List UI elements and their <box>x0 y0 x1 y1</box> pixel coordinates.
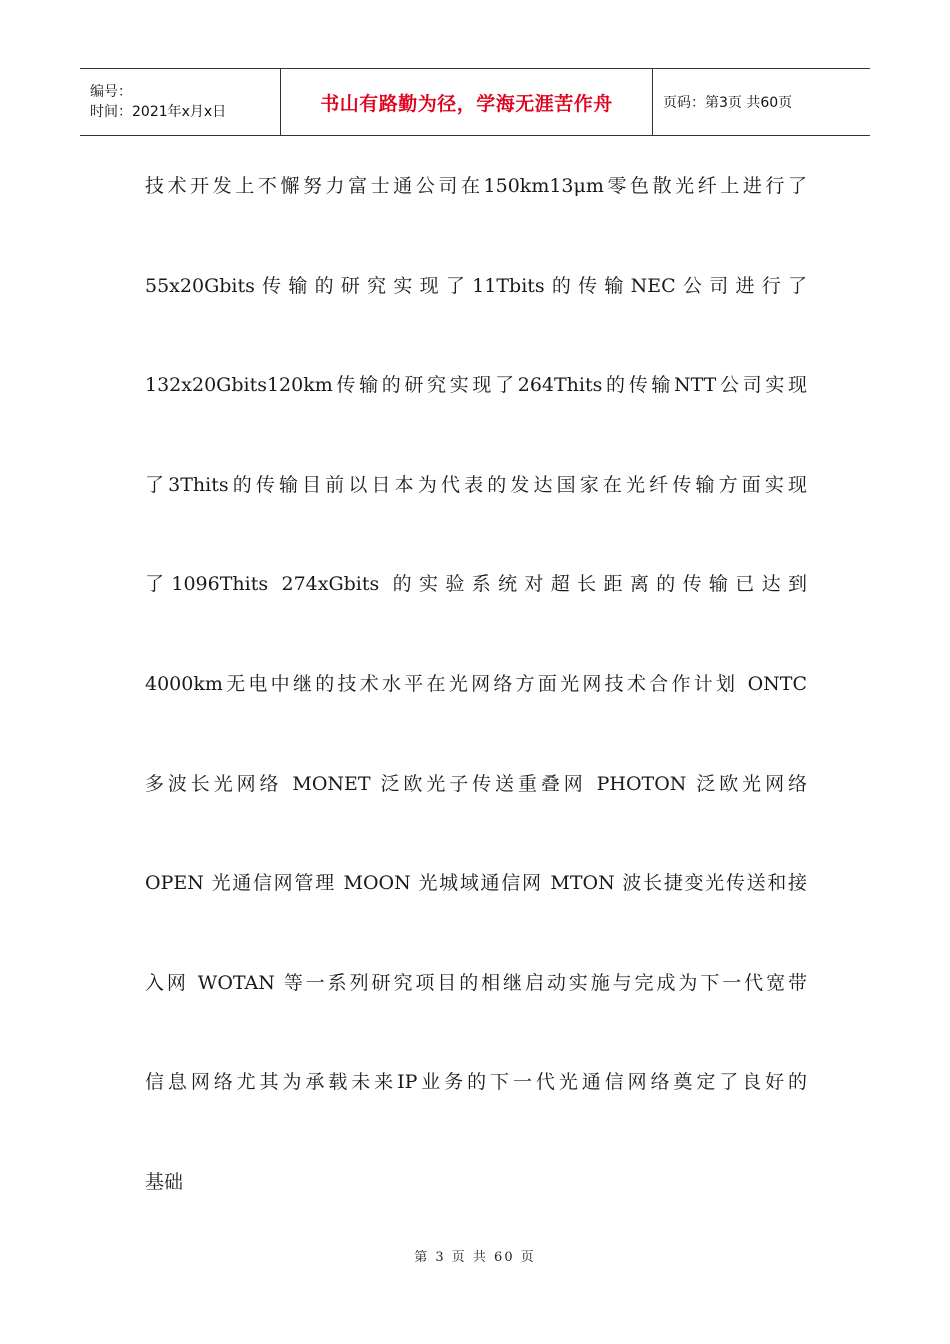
body-line: OPEN 光通信网管理 MOON 光城域通信网 MTON 波长捷变光传送和接 <box>145 872 807 895</box>
header-meta-cell <box>80 69 281 135</box>
body-line: 55x20Gbits传输的研究实现了11Tbits的传输NEC公司进行了 <box>145 274 807 297</box>
header-page-info: 页码：第3页 共60页 <box>663 95 793 111</box>
document-number-label: 编号： <box>90 84 132 100</box>
page-header <box>80 68 870 136</box>
body-line: 信息网络尤其为承载未来IP业务的下一代光通信网络奠定了良好的 <box>145 1071 807 1094</box>
body-line: 了1096Thits 274xGbits 的实验系统对超长距离的传输已达到 <box>145 573 807 596</box>
header-motto: 书山有路勤为径，学海无涯苦作舟 <box>320 92 613 115</box>
body-line: 4000km无电中继的技术水平在光网络方面光网技术合作计划 ONTC <box>145 672 807 695</box>
header-motto-cell <box>281 69 653 135</box>
body-line: 技术开发上不懈努力富士通公司在150km13μm零色散光纤上进行了 <box>145 175 807 197</box>
header-page-cell <box>653 69 870 135</box>
page-footer: 第 3 页 共 60 页 <box>414 1250 536 1265</box>
body-line: 了3Thits的传输目前以日本为代表的发达国家在光纤传输方面实现 <box>145 473 807 496</box>
document-date-label: 时间：2021年x月x日 <box>90 104 227 120</box>
body-line: 132x20Gbits120km传输的研究实现了264Thits的传输NTT公司实现 <box>145 374 807 397</box>
document-body <box>145 160 807 1256</box>
body-line: 多波长光网络 MONET 泛欧光子传送重叠网 PHOTON 泛欧光网络 <box>145 772 807 795</box>
body-line: 入网 WOTAN 等一系列研究项目的相继启动实施与完成为下一代宽带 <box>145 971 807 994</box>
body-line-last: 基础 <box>145 1170 184 1193</box>
